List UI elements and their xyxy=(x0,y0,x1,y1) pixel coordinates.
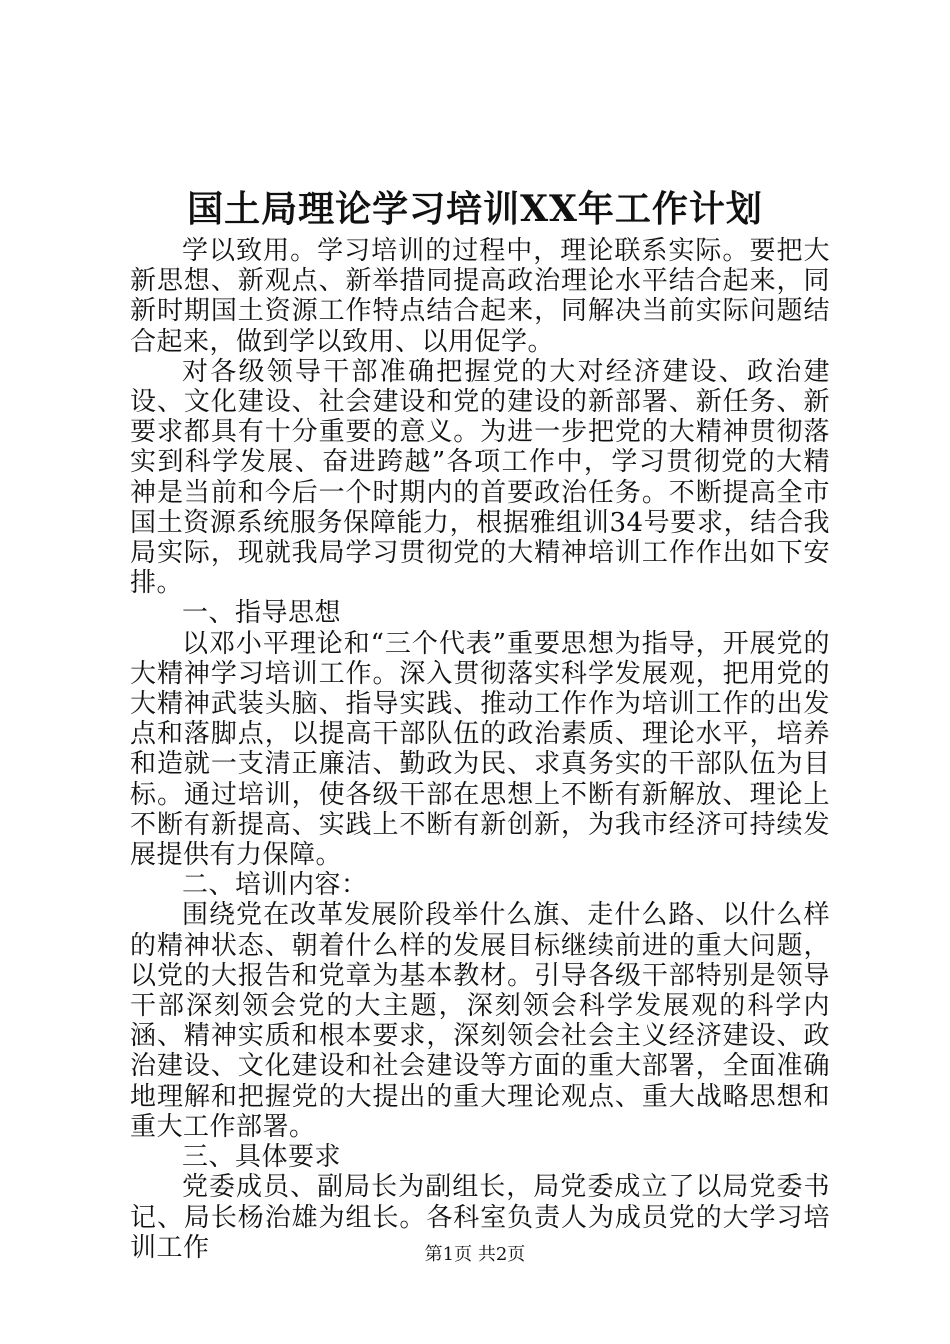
document-body xyxy=(130,236,830,1263)
section-heading-requirements: 三、具体要求 xyxy=(182,1142,342,1173)
paragraph-training-content: 围绕党在改革发展阶段举什么旗、走什么路、以什么样的精神状态、朝着什么样的发展目标继续前进的重大问题，以党的大报告和党章为基本教材。引导各级干部特别是领导干部深刻领会党的大主题，深刻领会科学发展观的科学内涵、精神实质和根本要求，深刻领会社会主义经济建设、政治建设、文化建设和社会建设等方面的重大部署，全面准确地理解和把握党的大提出的重大理论观点、重大战略思想和重大工作部署。 xyxy=(130,900,830,1142)
document-title: 国土局理论学习培训XX年工作计划 xyxy=(187,188,763,230)
paragraph-requirements: 党委成员、副局长为副组长，局党委成立了以局党委书记、局长杨治雄为组长。各科室负责人为成员党的大学习培训工作 xyxy=(130,1172,830,1263)
section-heading-training-content: 二、培训内容： xyxy=(182,870,368,901)
page-footer: 第1页 共2页 xyxy=(424,1244,526,1265)
paragraph-guiding-ideology: 以邓小平理论和“三个代表”重要思想为指导，开展党的大精神学习培训工作。深入贯彻落实科学发展观，把用党的大精神武装头脑、指导实践、推动工作作为培训工作的出发点和落脚点，以提高干部队伍的政治素质、理论水平，培养和造就一支清正廉洁、勤政为民、求真务实的干部队伍为目标。通过培训，使各级干部在思想上不断有新解放、理论上不断有新提高、实践上不断有新创新，为我市经济可持续发展提供有力保障。 xyxy=(130,628,830,871)
paragraph-intro: 学以致用。学习培训的过程中，理论联系实际。要把大新思想、新观点、新举措同提高政治理论水平结合起来，同新时期国土资源工作特点结合起来，同解决当前实际问题结合起来，做到学以致用、以用促学。 xyxy=(130,236,830,357)
paragraph-background: 对各级领导干部准确把握党的大对经济建设、政治建设、文化建设、社会建设和党的建设的新部署、新任务、新要求都具有十分重要的意义。为进一步把党的大精神贯彻落实到科学发展、奋进跨越”各项工作中，学习贯彻党的大精神是当前和今后一个时期内的首要政治任务。不断提高全市国土资源系统服务保障能力，根据雅组训34号要求，结合我局实际，现就我局学习贯彻党的大精神培训工作作出如下安排。 xyxy=(130,356,830,599)
section-heading-guiding-ideology: 一、指导思想 xyxy=(182,598,342,629)
